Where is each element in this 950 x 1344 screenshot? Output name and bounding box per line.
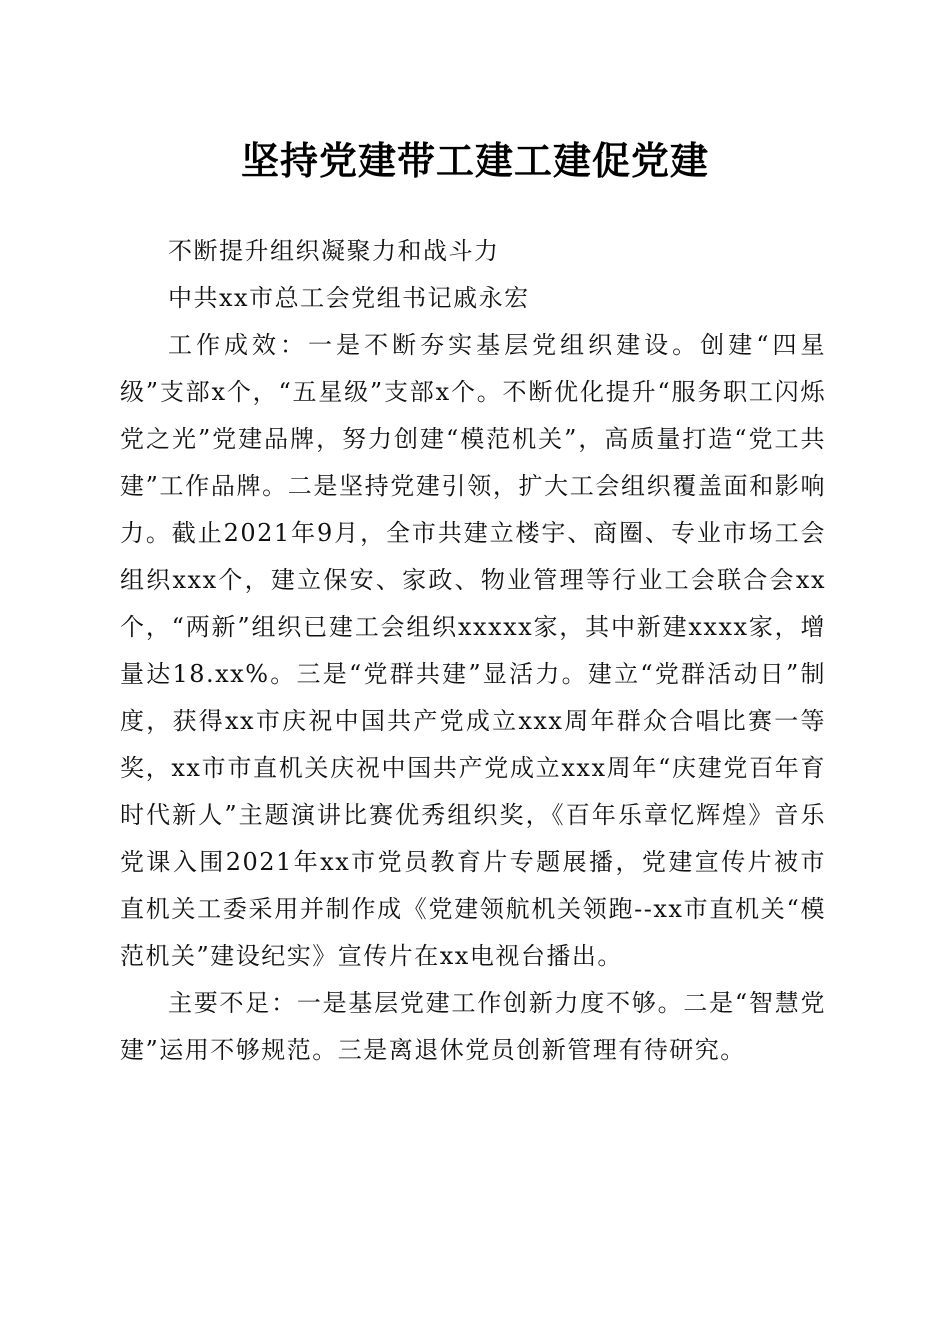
document-body [120,228,826,1074]
document-title: 坚持党建带工建工建促党建 [240,138,709,183]
shortcomings-paragraph: 主要不足：一是基层党建工作创新力度不够。二是“智慧党建”运用不够规范。三是离退休党员创新管理有待研究。 [120,989,826,1064]
author-paragraph: 中共xx市总工会党组书记戚永宏 [168,284,530,312]
subtitle-paragraph: 不断提升组织凝聚力和战斗力 [168,237,500,265]
achievements-paragraph: 工作成效：一是不断夯实基层党组织建设。创建“四星级”支部x个，“五星级”支部x个。不断优化提升“服务职工闪烁党之光”党建品牌，努力创建“模范机关”，高质量打造“党工共建”工作品牌。二是坚持党建引领，扩大工会组织覆盖面和影响力。截止2021年9月，全市共建立楼宇、商圈、专业市场工会组织xxx个，建立保安、家政、物业管理等行业工会联合会xx个，“两新”组织已建工会组织xxxxx家，其中新建xxxx家，增量达18.xx%。三是“党群共建”显活力。建立“党群活动日”制度，获得xx市庆祝中国共产党成立xxx周年群众合唱比赛一等奖，xx市市直机关庆祝中国共产党成立xxx周年“庆建党百年育时代新人”主题演讲比赛优秀组织奖，《百年乐章忆辉煌》音乐党课入围2021年xx市党员教育片专题展播，党建宣传片被市直机关工委采用并制作成《党建领航机关领跑--xx市直机关“模范机关”建设纪实》宣传片在xx电视台播出。 [120,331,826,970]
